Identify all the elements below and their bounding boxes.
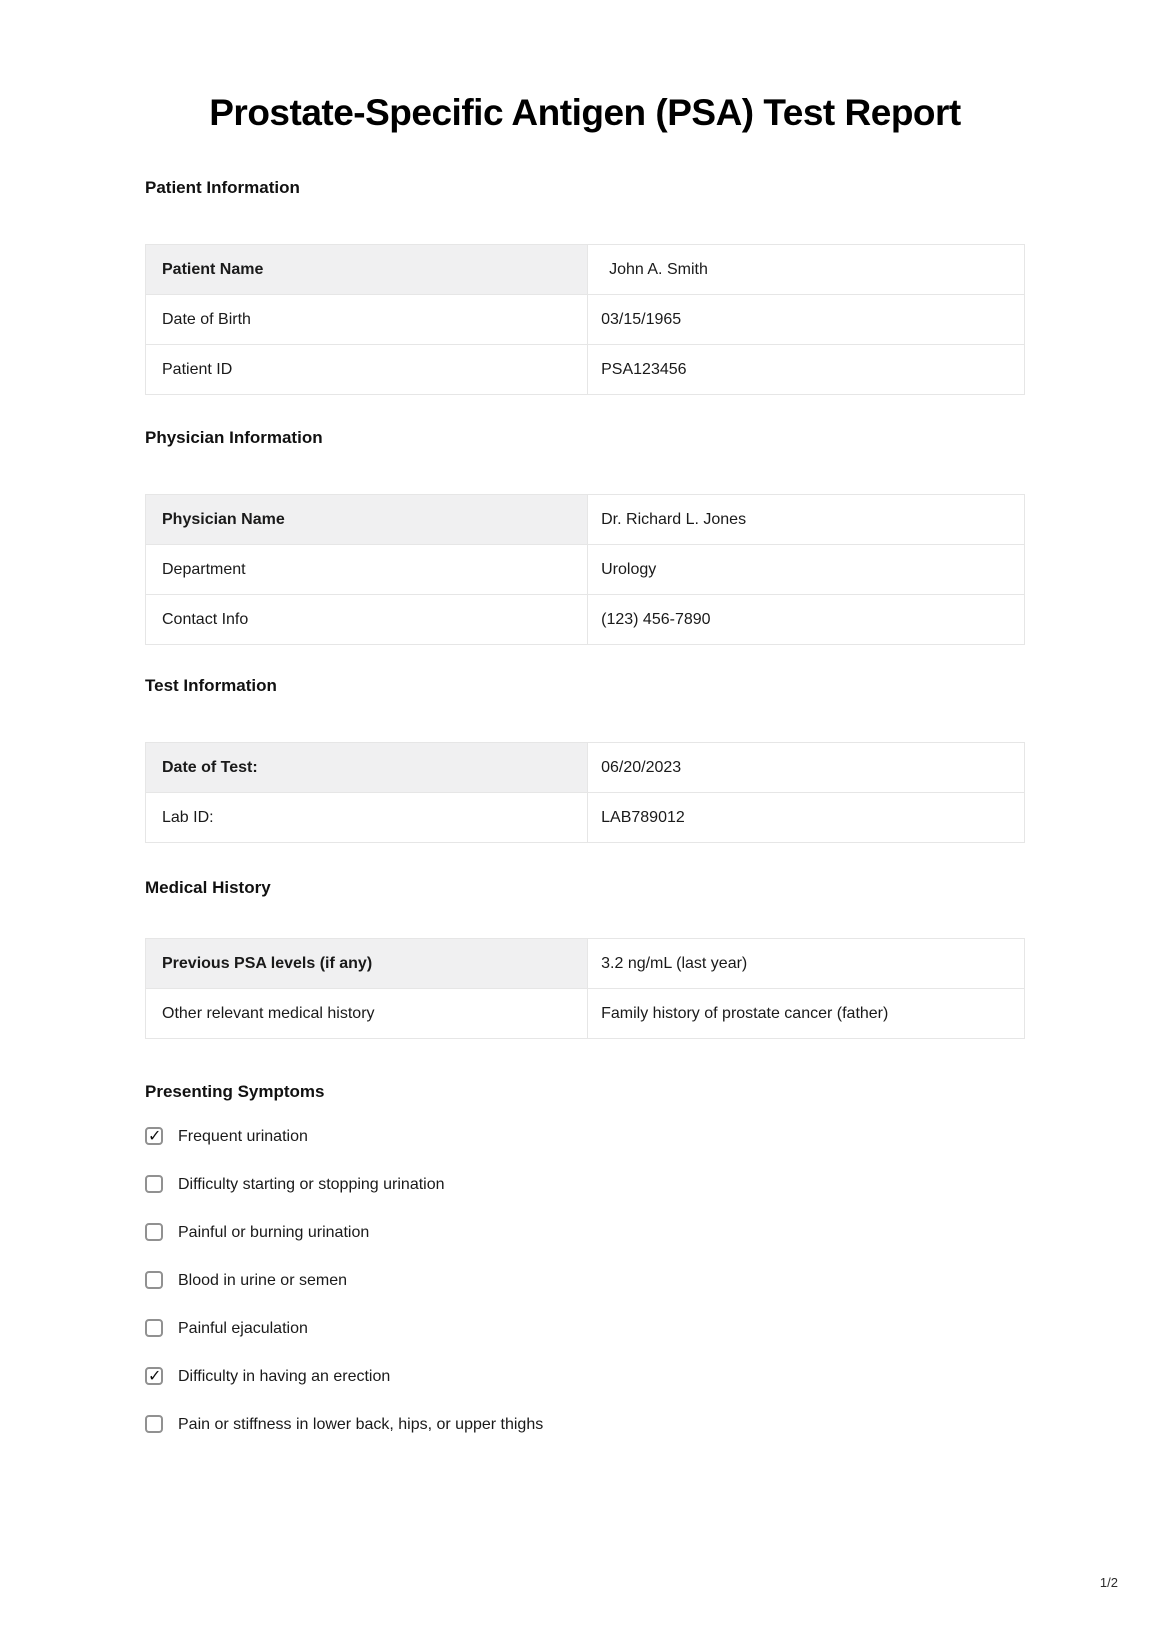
- field-label: Previous PSA levels (if any): [146, 938, 588, 988]
- symptom-label: Pain or stiffness in lower back, hips, or upper thighs: [178, 1415, 544, 1433]
- field-label: Other relevant medical history: [146, 988, 588, 1038]
- table-row: [146, 544, 1025, 594]
- field-value: 03/15/1965: [588, 294, 1025, 344]
- section-heading-physician-information: Physician Information: [145, 427, 323, 447]
- table-row: [146, 938, 1025, 988]
- table-row: [146, 988, 1025, 1038]
- symptom-checkbox[interactable]: [145, 1367, 163, 1385]
- field-value: Urology: [588, 544, 1025, 594]
- field-label: Physician Name: [146, 494, 588, 544]
- field-value: (123) 456-7890: [588, 594, 1025, 644]
- symptom-checkbox[interactable]: [145, 1175, 163, 1193]
- symptom-item: [145, 1220, 1025, 1245]
- patient-info-table: [145, 244, 1025, 395]
- symptom-checkbox[interactable]: [145, 1271, 163, 1289]
- symptom-label: Blood in urine or semen: [178, 1271, 347, 1289]
- table-row: [146, 792, 1025, 842]
- field-label: Lab ID:: [146, 792, 588, 842]
- page-title: Prostate-Specific Antigen (PSA) Test Report: [209, 92, 961, 133]
- symptom-item: [145, 1412, 1025, 1437]
- table-row: [146, 344, 1025, 394]
- symptom-label: Painful or burning urination: [178, 1223, 370, 1241]
- physician-info-table: [145, 494, 1025, 645]
- section-heading-medical-history: Medical History: [145, 877, 271, 897]
- symptom-checkbox[interactable]: [145, 1319, 163, 1337]
- table-row: [146, 594, 1025, 644]
- field-value: 3.2 ng/mL (last year): [588, 938, 1025, 988]
- medical-history-table: [145, 938, 1025, 1039]
- section-heading-patient-information: Patient Information: [145, 177, 300, 197]
- document-content: [145, 0, 1025, 1460]
- test-info-table: [145, 742, 1025, 843]
- table-row: [146, 244, 1025, 294]
- table-row: [146, 294, 1025, 344]
- field-label: Date of Test:: [146, 742, 588, 792]
- section-heading-test-information: Test Information: [145, 675, 277, 695]
- field-label: Department: [146, 544, 588, 594]
- symptom-checkbox[interactable]: [145, 1223, 163, 1241]
- symptom-list: [145, 1124, 1025, 1437]
- field-value: PSA123456: [588, 344, 1025, 394]
- symptom-item: [145, 1316, 1025, 1341]
- symptom-item: [145, 1364, 1025, 1389]
- field-label: Patient Name: [146, 244, 588, 294]
- symptom-checkbox[interactable]: [145, 1415, 163, 1433]
- table-row: [146, 494, 1025, 544]
- field-label: Date of Birth: [146, 294, 588, 344]
- symptom-item: [145, 1172, 1025, 1197]
- table-row: [146, 742, 1025, 792]
- field-value: LAB789012: [588, 792, 1025, 842]
- field-value: John A. Smith: [588, 244, 1025, 294]
- symptom-label: Frequent urination: [178, 1127, 308, 1145]
- symptom-label: Painful ejaculation: [178, 1319, 308, 1337]
- section-heading-presenting-symptoms: Presenting Symptoms: [145, 1081, 325, 1101]
- page-number: 1/2: [1099, 1575, 1118, 1590]
- symptom-item: [145, 1124, 1025, 1149]
- symptom-item: [145, 1268, 1025, 1293]
- field-label: Contact Info: [146, 594, 588, 644]
- symptom-label: Difficulty starting or stopping urination: [178, 1175, 445, 1193]
- symptom-checkbox[interactable]: [145, 1127, 163, 1145]
- symptom-label: Difficulty in having an erection: [178, 1367, 391, 1385]
- field-value: 06/20/2023: [588, 742, 1025, 792]
- field-value: Dr. Richard L. Jones: [588, 494, 1025, 544]
- field-label: Patient ID: [146, 344, 588, 394]
- field-value: Family history of prostate cancer (father): [588, 988, 1025, 1038]
